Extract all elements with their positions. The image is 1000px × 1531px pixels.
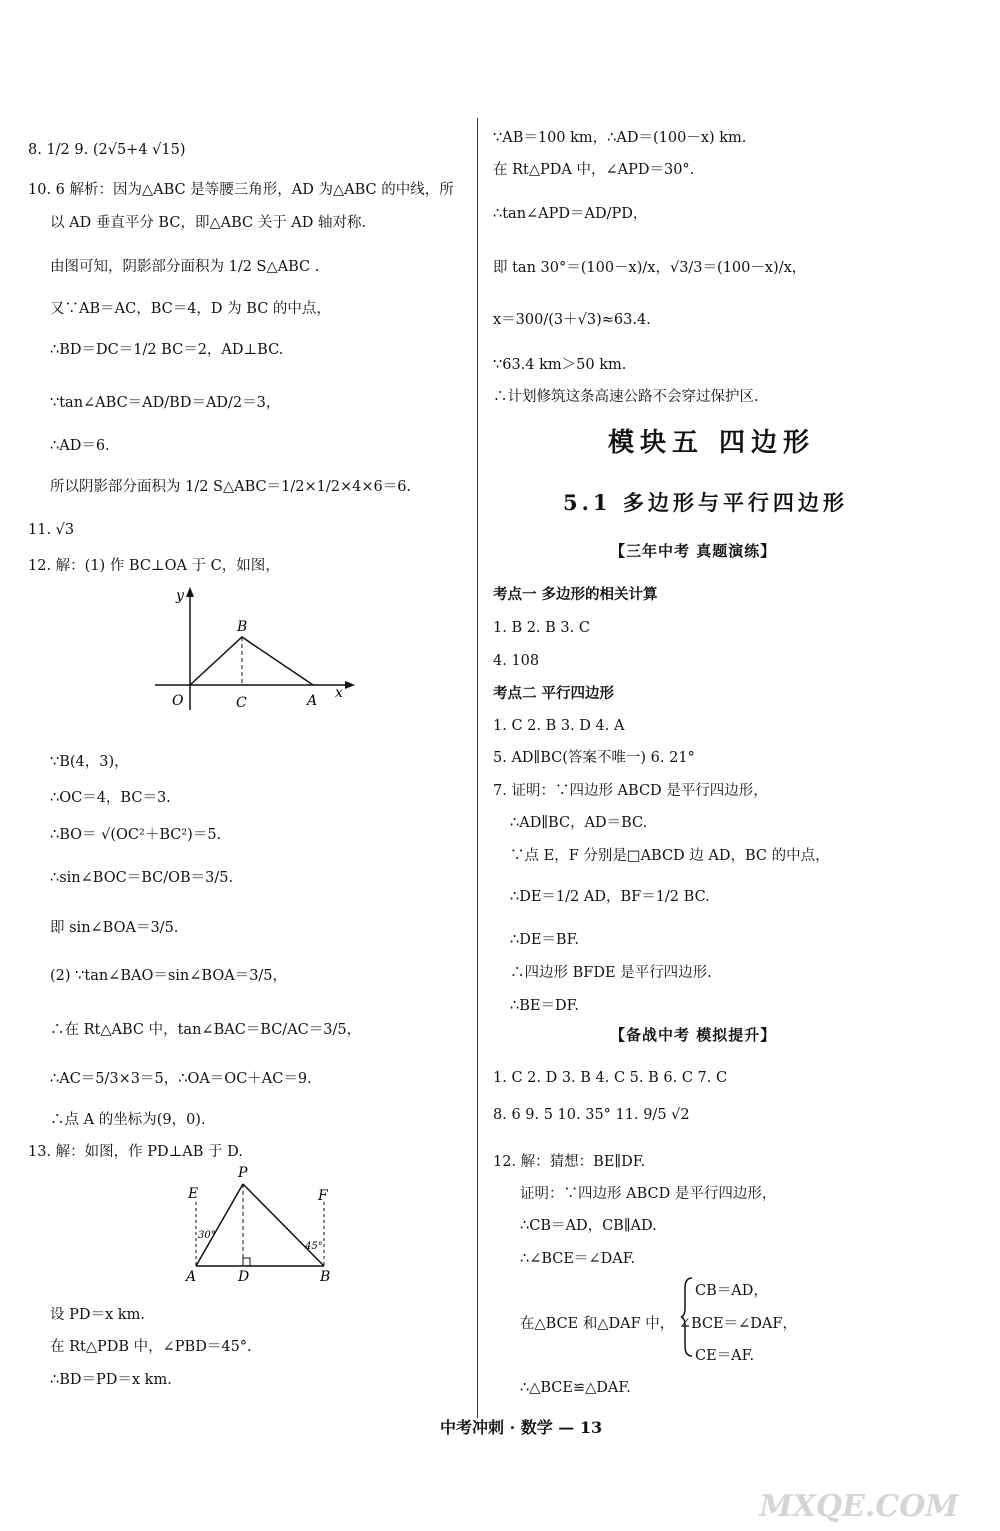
- text-line: ∴AD∥BC，AD＝BC.: [510, 815, 648, 831]
- text-line: ∴BE＝DF.: [510, 998, 580, 1014]
- text-line: 1. C 2. D 3. B 4. C 5. B 6. C 7. C: [493, 1070, 728, 1086]
- text-line: 1. B 2. B 3. C: [493, 620, 590, 636]
- text-line: 1. C 2. B 3. D 4. A: [493, 718, 625, 734]
- text-line: ∴sin∠BOC＝BC/OB＝3/5.: [50, 870, 234, 886]
- watermark-text: MXQE.COM: [759, 1489, 959, 1524]
- text-line: 11. √3: [28, 522, 75, 538]
- text-line: 由图可知，阴影部分面积为 1/2 S△ABC .: [50, 259, 320, 275]
- page-footer: 中考冲刺 · 数学 — 13: [440, 1418, 603, 1437]
- text-line: ∴AD＝6.: [50, 438, 110, 454]
- text-line: 12. 解：猜想：BE∥DF.: [493, 1154, 646, 1170]
- subsection-heading-real-exams: 【三年中考 真题演练】: [610, 542, 777, 560]
- module-title: 模块五 四边形: [608, 428, 816, 458]
- text-line: 8. 6 9. 5 10. 35° 11. 9/5 √2: [493, 1107, 690, 1123]
- fig2-d-label: D: [238, 1269, 250, 1285]
- figure-highway-triangle: [180, 1162, 340, 1287]
- text-line: CB＝AD，: [695, 1283, 768, 1299]
- text-line: CE＝AF.: [695, 1348, 755, 1364]
- figure-coordinate-triangle: [150, 585, 370, 715]
- text-line: ∴四边形 BFDE 是平行四边形.: [510, 965, 712, 981]
- fig2-angle-30: 30°: [198, 1230, 216, 1241]
- text-line: 以 AD 垂直平分 BC，即△ABC 关于 AD 轴对称.: [50, 215, 367, 231]
- fig1-y-label: y: [176, 588, 184, 604]
- text-line: 5. AD∥BC(答案不唯一) 6. 21°: [493, 750, 695, 766]
- column-divider: [477, 118, 478, 1418]
- watermark-logo: [724, 1436, 994, 1528]
- text-line: ∴BD＝DC＝1/2 BC＝2，AD⊥BC.: [50, 342, 284, 358]
- text-line: 在 Rt△PDA 中，∠APD＝30°.: [493, 162, 695, 178]
- fig2-p-label: P: [238, 1165, 248, 1181]
- text-line: 考点二 平行四边形: [493, 685, 615, 702]
- text-line: ∴DE＝1/2 AD，BF＝1/2 BC.: [510, 889, 710, 905]
- fig2-a-label: A: [186, 1269, 197, 1285]
- text-line: 在 Rt△PDB 中，∠PBD＝45°.: [50, 1339, 252, 1355]
- text-line: ∴OC＝4，BC＝3.: [50, 790, 171, 806]
- text-line: ∴点 A 的坐标为(9，0).: [50, 1112, 206, 1128]
- text-line: 7. 证明：∵四边形 ABCD 是平行四边形，: [493, 783, 768, 799]
- text-line: 设 PD＝x km.: [50, 1307, 145, 1323]
- text-line: ∴AC＝5/3×3＝5，∴OA＝OC＋AC＝9.: [50, 1071, 312, 1087]
- text-line: 考点一 多边形的相关计算: [493, 586, 658, 603]
- text-line: x＝300/(3＋√3)≈63.4.: [493, 312, 651, 328]
- text-line: 又∵AB＝AC，BC＝4，D 为 BC 的中点，: [50, 301, 331, 317]
- text-line: ∴△BCE≌△DAF.: [520, 1380, 631, 1396]
- text-line: ∵tan∠ABC＝AD/BD＝AD/2＝3，: [50, 395, 281, 411]
- text-line: 所以阴影部分面积为 1/2 S△ABC＝1/2×1/2×4×6＝6.: [50, 479, 412, 495]
- text-line: ∴计划修筑这条高速公路不会穿过保护区.: [493, 389, 759, 405]
- system-brace-icon: [680, 1276, 694, 1358]
- text-line: (2) ∵tan∠BAO＝sin∠BOA＝3/5，: [50, 968, 288, 984]
- text-line: ∵63.4 km＞50 km.: [493, 357, 627, 373]
- text-line: 即 tan 30°＝(100－x)/x，√3/3＝(100－x)/x，: [493, 260, 807, 276]
- text-line: ∵B(4，3)，: [50, 754, 129, 770]
- text-line: ∴∠BCE＝∠DAF.: [520, 1251, 636, 1267]
- fig1-o-label: O: [172, 693, 184, 709]
- text-line: ∵AB＝100 km，∴AD＝(100－x) km.: [493, 130, 747, 146]
- fig2-angle-45: 45°: [305, 1241, 323, 1252]
- fig2-f-label: F: [318, 1188, 328, 1204]
- fig1-c-label: C: [236, 695, 247, 711]
- text-line: 即 sin∠BOA＝3/5.: [50, 920, 179, 936]
- text-line: 8. 1/2 9. (2√5+4 √15): [28, 142, 186, 158]
- text-line: ∴BD＝PD＝x km.: [50, 1372, 172, 1388]
- text-line: ∵点 E，F 分别是□ABCD 边 AD，BC 的中点，: [510, 848, 830, 864]
- fig1-b-label: B: [237, 619, 248, 635]
- text-line: 证明：∵四边形 ABCD 是平行四边形，: [520, 1186, 777, 1202]
- text-line: 13. 解：如图，作 PD⊥AB 于 D.: [28, 1144, 243, 1160]
- subsection-heading-mock: 【备战中考 模拟提升】: [610, 1026, 777, 1044]
- text-line: ∴BO＝ √(OC²＋BC²)＝5.: [50, 827, 222, 843]
- text-line: 在△BCE 和△DAF 中， ∠BCE＝∠DAF，: [520, 1316, 797, 1332]
- text-line: ∴DE＝BF.: [510, 932, 580, 948]
- text-line: ∴在 Rt△ABC 中，tan∠BAC＝BC/AC＝3/5，: [50, 1022, 362, 1038]
- text-line: ∴CB＝AD，CB∥AD.: [520, 1218, 657, 1234]
- fig2-b-label: B: [320, 1269, 331, 1285]
- text-line: 10. 6 解析：因为△ABC 是等腰三角形，AD 为△ABC 的中线，所: [28, 182, 454, 198]
- text-line: ∴tan∠APD＝AD/PD，: [493, 206, 648, 222]
- fig2-e-label: E: [188, 1186, 199, 1202]
- fig1-x-label: x: [335, 685, 343, 701]
- fig1-a-label: A: [307, 693, 318, 709]
- section-title: 5.1 多边形与平行四边形: [563, 490, 848, 515]
- text-line: 12. 解：(1) 作 BC⊥OA 于 C，如图，: [28, 558, 280, 574]
- text-line: 4. 108: [493, 653, 540, 669]
